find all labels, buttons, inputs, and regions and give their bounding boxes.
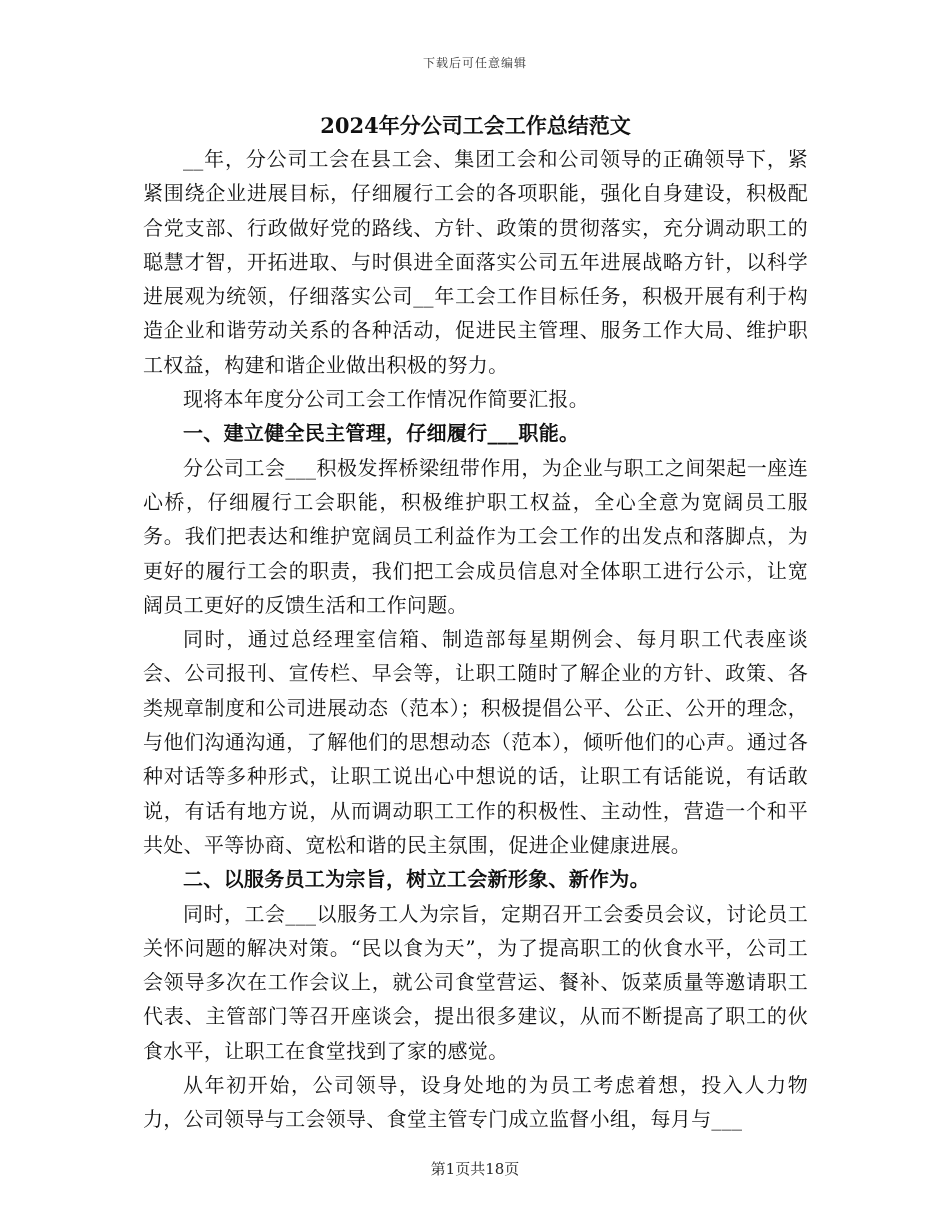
paragraph: 同时，通过总经理室信箱、制造部每星期例会、每月职工代表座谈会、公司报刊、宣传栏、早会等，让职工随时了解企业的方针、政策、各类规章制度和公司进展动态（范本）；积极提倡公平、公正、公开的理念，与他们沟通沟通，了解他们的思想动态（范本），倾听他们的心声。通过各种对话等多种形式，让职工说出心中想说的话，让职工有话能说，有话敢说，有话有地方说，从而调动职工工作的积极性、主动性，营造一个和平共处、平等协商、宽松和谐的民主氛围，促进企业健康进展。: [143, 627, 808, 857]
paragraph: 现将本年度分公司工会工作情况作简要汇报。: [183, 387, 589, 412]
paragraph: __年，分公司工会在县工会、集团工会和公司领导的正确领导下，紧紧围绕企业进展目标，仔细履行工会的各项职能，强化自身建设，积极配合党支部、行政做好党的路线、方针、政策的贯彻落实，充分调动职工的聪慧才智，开拓进取、与时俱进全面落实公司五年进展战略方针，以科学进展观为统领，仔细落实公司__年工会工作目标任务，积极开展有利于构造企业和谐劳动关系的各种活动，促进民主管理、服务工作大局、维护职工权益，构建和谐企业做出积极的努力。: [143, 147, 808, 377]
paragraph: 同时，工会___以服务工人为宗旨，定期召开工会委员会议，讨论员工关怀问题的解决对策。“民以食为天”，为了提高职工的伙食水平，公司工会领导多次在工作会议上，就公司食堂营运、餐补、饭菜质量等邀请职工代表、主管部门等召开座谈会，提出很多建议，从而不断提高了职工的伙食水平，让职工在食堂找到了家的感觉。: [143, 901, 808, 1063]
section-heading: 一、建立健全民主管理，仔细履行___职能。: [183, 421, 580, 446]
document-body: [143, 110, 808, 1137]
page-number: 第1页共18页: [430, 1160, 520, 1178]
document-title: 2024年分公司工会工作总结范文: [320, 113, 631, 138]
paragraph: 分公司工会___积极发挥桥梁纽带作用，为企业与职工之间架起一座连心桥，仔细履行工会职能，积极维护职工权益，全心全意为宽阔员工服务。我们把表达和维护宽阔员工利益作为工会工作的出发点和落脚点，为更好的履行工会的职责，我们把工会成员信息对全体职工进行公示，让宽阔员工更好的反馈生活和工作问题。: [143, 455, 808, 617]
paragraph: 从年初开始，公司领导，设身处地的为员工考虑着想，投入人力物力，公司领导与工会领导、食堂主管专门成立监督小组，每月与___: [143, 1073, 808, 1132]
header-note: 下载后可任意编辑: [422, 56, 527, 70]
section-heading: 二、以服务员工为宗旨，树立工会新形象、新作为。: [183, 867, 650, 892]
